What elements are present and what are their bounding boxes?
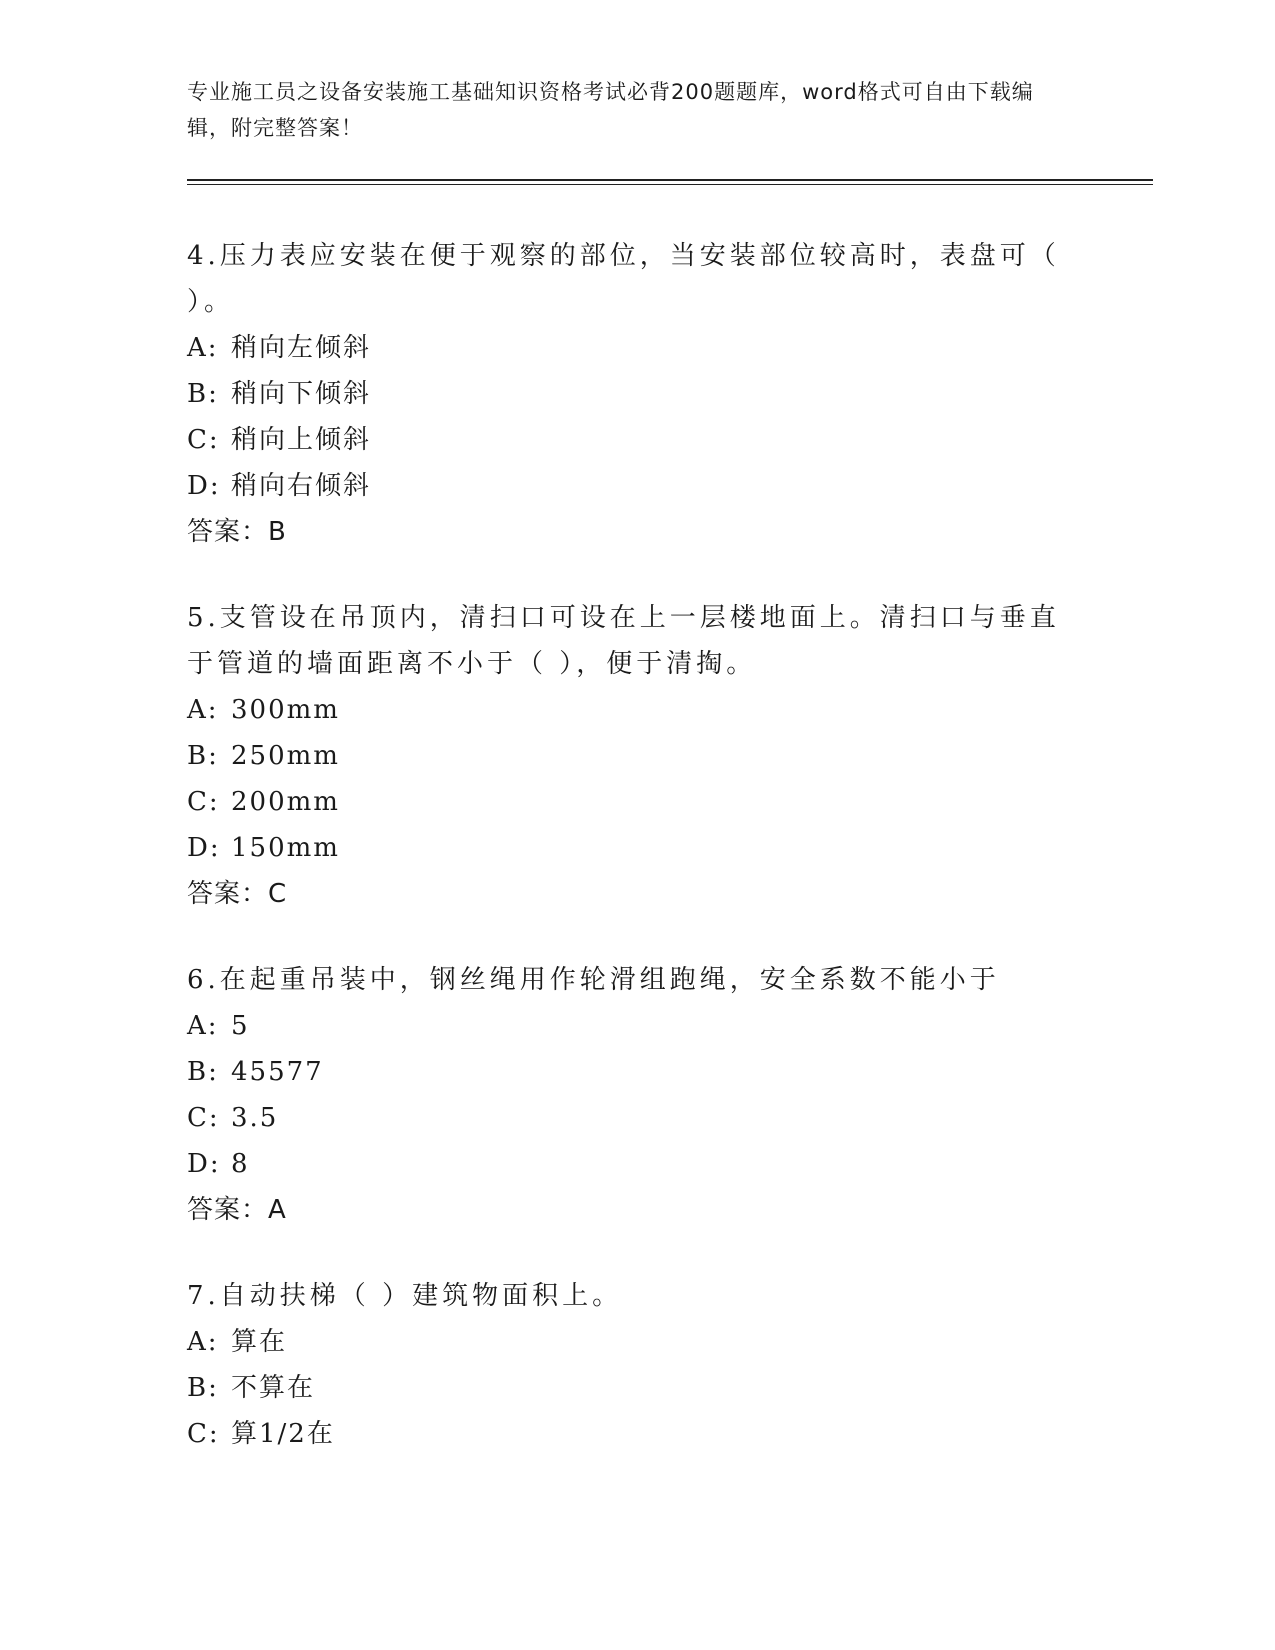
question-list [187, 233, 1087, 1497]
option-c [187, 417, 1087, 463]
document-header: 专业施工员之设备安装施工基础知识资格考试必背200题题库，word格式可自由下载编辑，附完整答案！ [187, 80, 1034, 140]
question-5 [187, 595, 1087, 917]
option-key: C: [187, 787, 220, 817]
option-key: B: [187, 1057, 219, 1087]
question-7 [187, 1273, 1087, 1457]
option-text: 稍向左倾斜 [231, 333, 372, 363]
option-text: 稍向右倾斜 [231, 471, 372, 501]
option-text: 不算在 [231, 1373, 316, 1403]
option-text: 45577 [231, 1057, 324, 1087]
question-stem: 4.压力表应安装在便于观察的部位，当安装部位较高时，表盘可（ ）。 [187, 241, 1060, 317]
option-d [187, 1141, 1087, 1187]
option-key: D: [187, 1149, 221, 1179]
option-key: A: [187, 1327, 219, 1357]
option-key: C: [187, 425, 220, 455]
question-stem: 6.在起重吊装中，钢丝绳用作轮滑组跑绳，安全系数不能小于 [187, 965, 1000, 995]
option-key: C: [187, 1103, 220, 1133]
option-text: 150mm [231, 833, 340, 863]
option-c [187, 1095, 1087, 1141]
option-d [187, 463, 1087, 509]
option-b [187, 1049, 1087, 1095]
option-text: 250mm [231, 741, 340, 771]
answer-line: 答案：C [187, 879, 288, 909]
header-divider-thin [187, 184, 1153, 185]
answer-line: 答案：A [187, 1195, 287, 1225]
option-d [187, 825, 1087, 871]
option-c [187, 779, 1087, 825]
question-stem: 7.自动扶梯（ ）建筑物面积上。 [187, 1281, 623, 1311]
option-key: A: [187, 333, 219, 363]
option-key: D: [187, 833, 221, 863]
option-text: 8 [231, 1149, 250, 1179]
option-text: 5 [231, 1011, 250, 1041]
header-divider [187, 179, 1153, 181]
option-text: 300mm [231, 695, 340, 725]
option-key: B: [187, 741, 219, 771]
option-key: B: [187, 379, 219, 409]
option-b [187, 1365, 1087, 1411]
option-key: A: [187, 1011, 219, 1041]
option-a [187, 1319, 1087, 1365]
option-text: 稍向下倾斜 [231, 379, 372, 409]
option-b [187, 733, 1087, 779]
option-text: 算在 [231, 1327, 288, 1357]
question-stem: 5.支管设在吊顶内，清扫口可设在上一层楼地面上。清扫口与垂直于管道的墙面距离不小于（ ），便于清掏。 [187, 603, 1060, 679]
option-a [187, 1003, 1087, 1049]
question-6 [187, 957, 1087, 1233]
answer-line: 答案：B [187, 517, 287, 547]
option-text: 稍向上倾斜 [231, 425, 372, 455]
question-4 [187, 233, 1087, 555]
option-key: B: [187, 1373, 219, 1403]
option-text: 3.5 [231, 1103, 279, 1133]
option-key: C: [187, 1419, 220, 1449]
option-a [187, 325, 1087, 371]
option-a [187, 687, 1087, 733]
option-c [187, 1411, 1087, 1457]
option-b [187, 371, 1087, 417]
option-text: 200mm [231, 787, 340, 817]
option-text: 算1/2在 [231, 1419, 335, 1449]
option-key: D: [187, 471, 221, 501]
option-key: A: [187, 695, 219, 725]
